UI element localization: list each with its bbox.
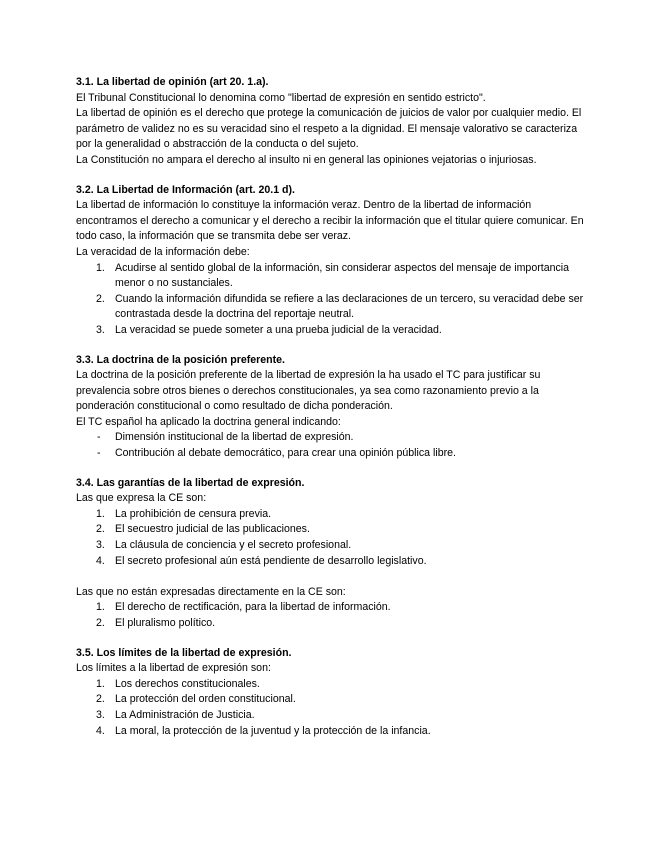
list-marker: 1. — [96, 601, 105, 614]
section-heading: 3.1. La libertad de opinión (art 20. 1.a). — [76, 76, 269, 88]
list-marker: 2. — [96, 693, 105, 706]
list-item — [76, 446, 585, 462]
list-item-text: La cláusula de conciencia y el secreto profesional. — [115, 539, 352, 552]
numbered-list — [76, 261, 585, 339]
list-item — [76, 522, 585, 538]
list-marker: - — [97, 447, 101, 460]
paragraph: La Constitución no ampara el derecho al insulto ni en general las opiniones vejatorias o injuriosas. — [76, 153, 537, 166]
list-item-text: Contribución al debate democrático, para crear una opinión pública libre. — [115, 447, 456, 460]
list-item-text: Dimensión institucional de la libertad de expresión. — [115, 431, 354, 444]
list-item-text: La veracidad se puede someter a una prueba judicial de la veracidad. — [115, 323, 442, 336]
paragraph: La libertad de información lo constituye la información veraz. Dentro de la libertad de información encontramos el derecho a comunicar y el derecho a recibir la información que el titular quiere comunicar. En todo caso, la información que se transmita debe ser veraz. — [76, 199, 584, 243]
list-item — [76, 708, 585, 724]
list-marker: 2. — [96, 523, 105, 536]
numbered-list — [76, 677, 585, 739]
section-libertad-opinion — [76, 75, 585, 169]
blank-line — [76, 569, 585, 585]
list-marker: 1. — [96, 261, 105, 274]
numbered-list — [76, 507, 585, 569]
section-heading: 3.3. La doctrina de la posición preferente. — [76, 353, 285, 366]
list-marker: 1. — [96, 677, 105, 690]
list-item-text: Acudirse al sentido global de la información, sin considerar aspectos del mensaje de importancia menor o no sustanciales. — [115, 261, 570, 290]
list-item-text: La prohibición de censura previa. — [115, 507, 272, 520]
list-item-text: La protección del orden constitucional. — [115, 693, 296, 706]
paragraph: Las que expresa la CE son: — [76, 492, 207, 505]
paragraph: La doctrina de la posición preferente de la libertad de expresión la ha usado el TC para justificar su prevalencia sobre otros bienes o derechos constitucionales, ya sea como razonamiento previo a la ponderación constitucional o como resultado de dicha ponderación. — [76, 369, 541, 413]
list-marker: 4. — [96, 724, 105, 737]
paragraph: La veracidad de la información debe: — [76, 245, 250, 258]
section-heading: 3.5. Los límites de la libertad de expresión. — [76, 646, 292, 659]
list-item-text: El pluralismo político. — [115, 617, 216, 629]
section-heading: 3.2. La Libertad de Información (art. 20.1 d). — [76, 183, 295, 196]
paragraph: Las que no están expresadas directamente en la CE son: — [76, 585, 346, 598]
section-libertad-informacion — [76, 183, 585, 339]
list-marker: 3. — [96, 323, 105, 336]
list-item — [76, 616, 585, 632]
list-item-text: Los derechos constitucionales. — [115, 677, 260, 690]
list-marker: 1. — [96, 507, 105, 520]
list-item — [76, 323, 585, 339]
list-item — [76, 600, 585, 616]
list-marker: 3. — [96, 539, 105, 552]
list-item-text: La Administración de Justicia. — [115, 708, 255, 721]
list-item — [76, 507, 585, 523]
list-marker: 3. — [96, 708, 105, 721]
section-heading: 3.4. Las garantías de la libertad de expresión. — [76, 476, 305, 489]
section-limites — [76, 646, 585, 740]
bullet-list — [76, 430, 585, 461]
list-item-text: El secuestro judicial de las publicaciones. — [115, 523, 310, 536]
list-item — [76, 292, 585, 323]
list-item — [76, 692, 585, 708]
list-marker: - — [97, 431, 101, 444]
list-item — [76, 430, 585, 446]
paragraph: Los límites a la libertad de expresión son: — [76, 662, 271, 675]
list-item — [76, 677, 585, 693]
section-garantias — [76, 476, 585, 632]
list-item-text: Cuando la información difundida se refiere a las declaraciones de un tercero, su veracidad debe ser contrastada desde la doctrina del reportaje neutral. — [115, 292, 584, 321]
list-item-text: El secreto profesional aún está pendiente de desarrollo legislativo. — [115, 554, 427, 567]
paragraph: El Tribunal Constitucional lo denomina como "libertad de expresión en sentido estricto". — [76, 91, 486, 104]
list-item — [76, 261, 585, 292]
list-item-text: El derecho de rectificación, para la libertad de información. — [115, 601, 391, 614]
list-item — [76, 724, 585, 740]
paragraph: La libertad de opinión es el derecho que protege la comunicación de juicios de valor por cualquier medio. El parámetro de validez no es su veracidad sino el respeto a la dignidad. El mensaje valorativo se caracteriza por la generalidad o abstracción de la conducta o del sujeto. — [76, 107, 582, 151]
list-marker: 2. — [96, 292, 105, 305]
list-item — [76, 538, 585, 554]
list-item — [76, 554, 585, 570]
list-marker: 2. — [96, 617, 105, 629]
list-item-text: La moral, la protección de la juventud y la protección de la infancia. — [115, 724, 431, 737]
list-marker: 4. — [96, 554, 105, 567]
section-posicion-preferente — [76, 353, 585, 462]
numbered-list — [76, 600, 585, 631]
paragraph: El TC español ha aplicado la doctrina general indicando: — [76, 415, 341, 428]
